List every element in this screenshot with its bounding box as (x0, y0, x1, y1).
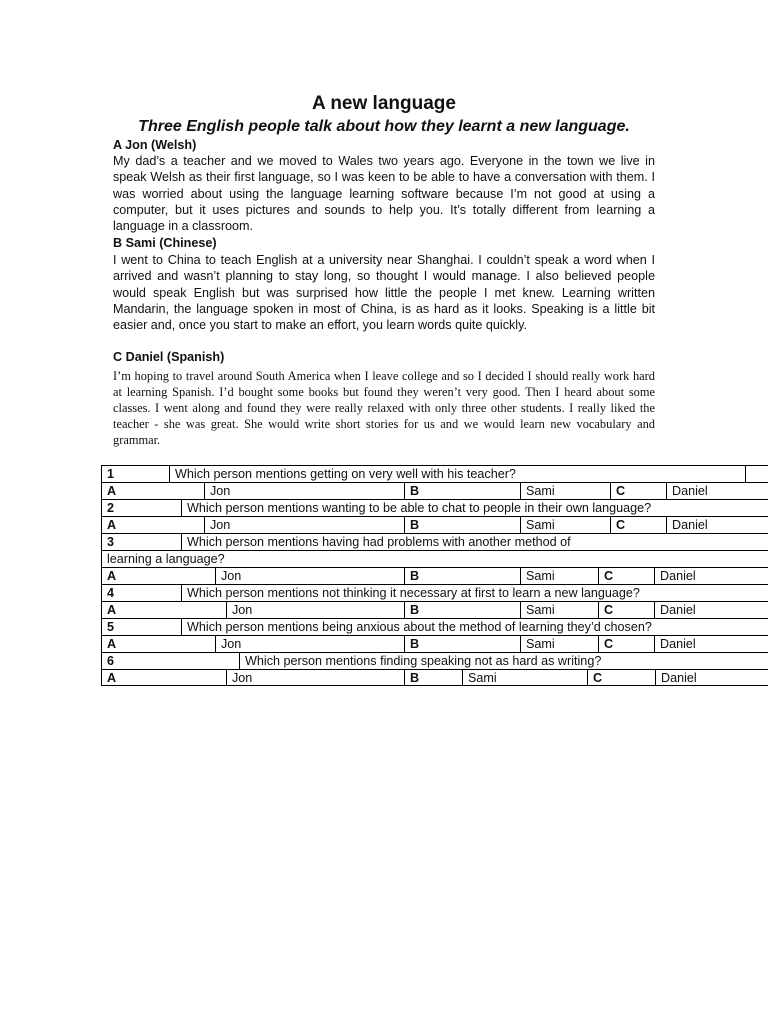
question-number: 6 (102, 653, 240, 669)
question-row (101, 533, 768, 550)
question-row (101, 652, 768, 669)
option-c-daniel[interactable]: Daniel (672, 484, 708, 498)
option-c-daniel[interactable]: Daniel (672, 518, 708, 532)
question-number: 1 (102, 466, 170, 482)
option-a-letter: A (102, 483, 205, 499)
question-number: 5 (102, 619, 182, 635)
question-row (101, 499, 768, 516)
question-number: 4 (102, 585, 182, 601)
question-row (101, 618, 768, 635)
option-a-letter: A (102, 636, 216, 652)
question-number: 2 (102, 500, 182, 516)
option-a-jon[interactable]: Jon (227, 670, 405, 685)
answer-row (101, 669, 768, 686)
option-c-letter: C (599, 636, 655, 652)
answer-row (101, 516, 768, 533)
section-text-sami: I went to China to teach English at a university near Shanghai. I couldn’t speak a word when I arrived and wasn’t planning to stay long, so thought I would manage. I also believed people would speak English but was surprised how little the people I met knew. Learning written Mandarin, the language spoken in most of China, is as hard as it looks. Speaking is a little bit easier and, once you start to make an effort, you learn words quite quickly. (113, 253, 655, 333)
option-c-daniel[interactable]: Daniel (661, 671, 697, 685)
question-text: Which person mentions having had problems with another method of (187, 535, 571, 549)
question-row (101, 465, 768, 482)
questions-table (101, 465, 768, 686)
option-b-letter: B (405, 670, 463, 685)
option-a-letter: A (102, 602, 227, 618)
option-c-daniel[interactable]: Daniel (660, 603, 696, 617)
question-text: Which person mentions being anxious about the method of learning they’d chosen? (187, 620, 652, 634)
question-text: Which person mentions finding speaking not as hard as writing? (245, 654, 602, 668)
option-a-jon[interactable]: Jon (216, 636, 405, 652)
option-c-letter: C (599, 602, 655, 618)
question-text-continued: learning a language? (107, 552, 225, 566)
option-b-letter: B (405, 636, 521, 652)
answer-row (101, 601, 768, 618)
question-text: Which person mentions getting on very well with his teacher? (170, 466, 746, 482)
question-row-continued (101, 550, 768, 567)
option-c-daniel[interactable]: Daniel (660, 569, 696, 583)
section-text-daniel: I’m hoping to travel around South America when I leave college and so I decided I should really work hard at learning Spanish. I’d bought some books but found they weren’t very good. Then I heard about some classes. I went along and found they were really relaxed with only three other students. I really liked the teacher - she was great. She would write short stories for us and we would learn new vocabulary and grammar. (113, 369, 655, 447)
option-c-letter: C (611, 517, 667, 533)
question-row (101, 584, 768, 601)
option-c-letter: C (588, 670, 656, 685)
section-heading-daniel: C Daniel (Spanish) (113, 350, 225, 364)
option-b-sami[interactable]: Sami (521, 636, 599, 652)
option-b-sami[interactable]: Sami (521, 602, 599, 618)
option-a-jon[interactable]: Jon (205, 483, 405, 499)
option-a-jon[interactable]: Jon (205, 517, 405, 533)
option-b-letter: B (405, 568, 521, 584)
option-c-daniel[interactable]: Daniel (660, 637, 696, 651)
option-b-sami[interactable]: Sami (521, 483, 611, 499)
option-b-letter: B (405, 483, 521, 499)
question-number: 3 (102, 534, 182, 550)
option-a-letter: A (102, 670, 227, 685)
option-a-letter: A (102, 568, 216, 584)
option-c-letter: C (611, 483, 667, 499)
option-c-letter: C (599, 568, 655, 584)
answer-row (101, 635, 768, 652)
page-title: A new language (312, 93, 456, 114)
option-b-letter: B (405, 602, 521, 618)
option-b-sami[interactable]: Sami (521, 517, 611, 533)
page-subtitle: Three English people talk about how they learnt a new language. (138, 118, 630, 135)
option-b-sami[interactable]: Sami (521, 568, 599, 584)
option-b-sami[interactable]: Sami (463, 670, 588, 685)
question-text: Which person mentions wanting to be able to chat to people in their own language? (187, 501, 652, 515)
option-a-letter: A (102, 517, 205, 533)
option-a-jon[interactable]: Jon (227, 602, 405, 618)
answer-row (101, 567, 768, 584)
option-b-letter: B (405, 517, 521, 533)
option-a-jon[interactable]: Jon (216, 568, 405, 584)
section-text-jon: My dad’s a teacher and we moved to Wales two years ago. Everyone in the town we live in speak Welsh as their first language, so I was keen to be able to have a conversation with them. I was worried about using the language learning software because I’m not good at using a computer, but it uses pictures and sounds to help you. It’s totally different from learning a language in a classroom. (113, 154, 655, 234)
section-heading-jon: A Jon (Welsh) (113, 138, 197, 152)
answer-row (101, 482, 768, 499)
answer-box[interactable] (746, 466, 768, 482)
section-heading-sami: B Sami (Chinese) (113, 236, 217, 250)
question-text: Which person mentions not thinking it necessary at first to learn a new language? (187, 586, 640, 600)
